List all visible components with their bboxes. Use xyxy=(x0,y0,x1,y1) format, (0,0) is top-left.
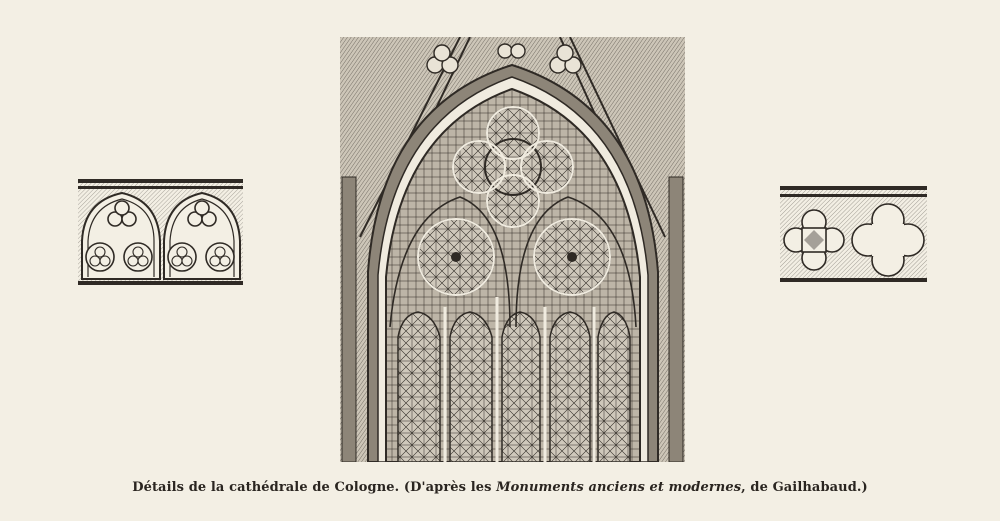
caption-attribution: , de Gailhabaud.) xyxy=(741,480,868,495)
figure-caption xyxy=(0,480,1000,495)
right-frieze-engraving xyxy=(780,186,927,282)
gothic-window-engraving xyxy=(340,37,685,462)
tracery-window-illustration xyxy=(340,37,685,462)
caption-text: Détails de la cathédrale de Cologne. (D'après les xyxy=(132,480,497,495)
left-frieze-engraving xyxy=(78,179,243,285)
caption-italic-title: Monuments anciens et modernes xyxy=(496,480,742,495)
quatrefoil-frieze-illustration xyxy=(780,186,927,282)
trefoil-frieze-illustration xyxy=(78,179,243,285)
